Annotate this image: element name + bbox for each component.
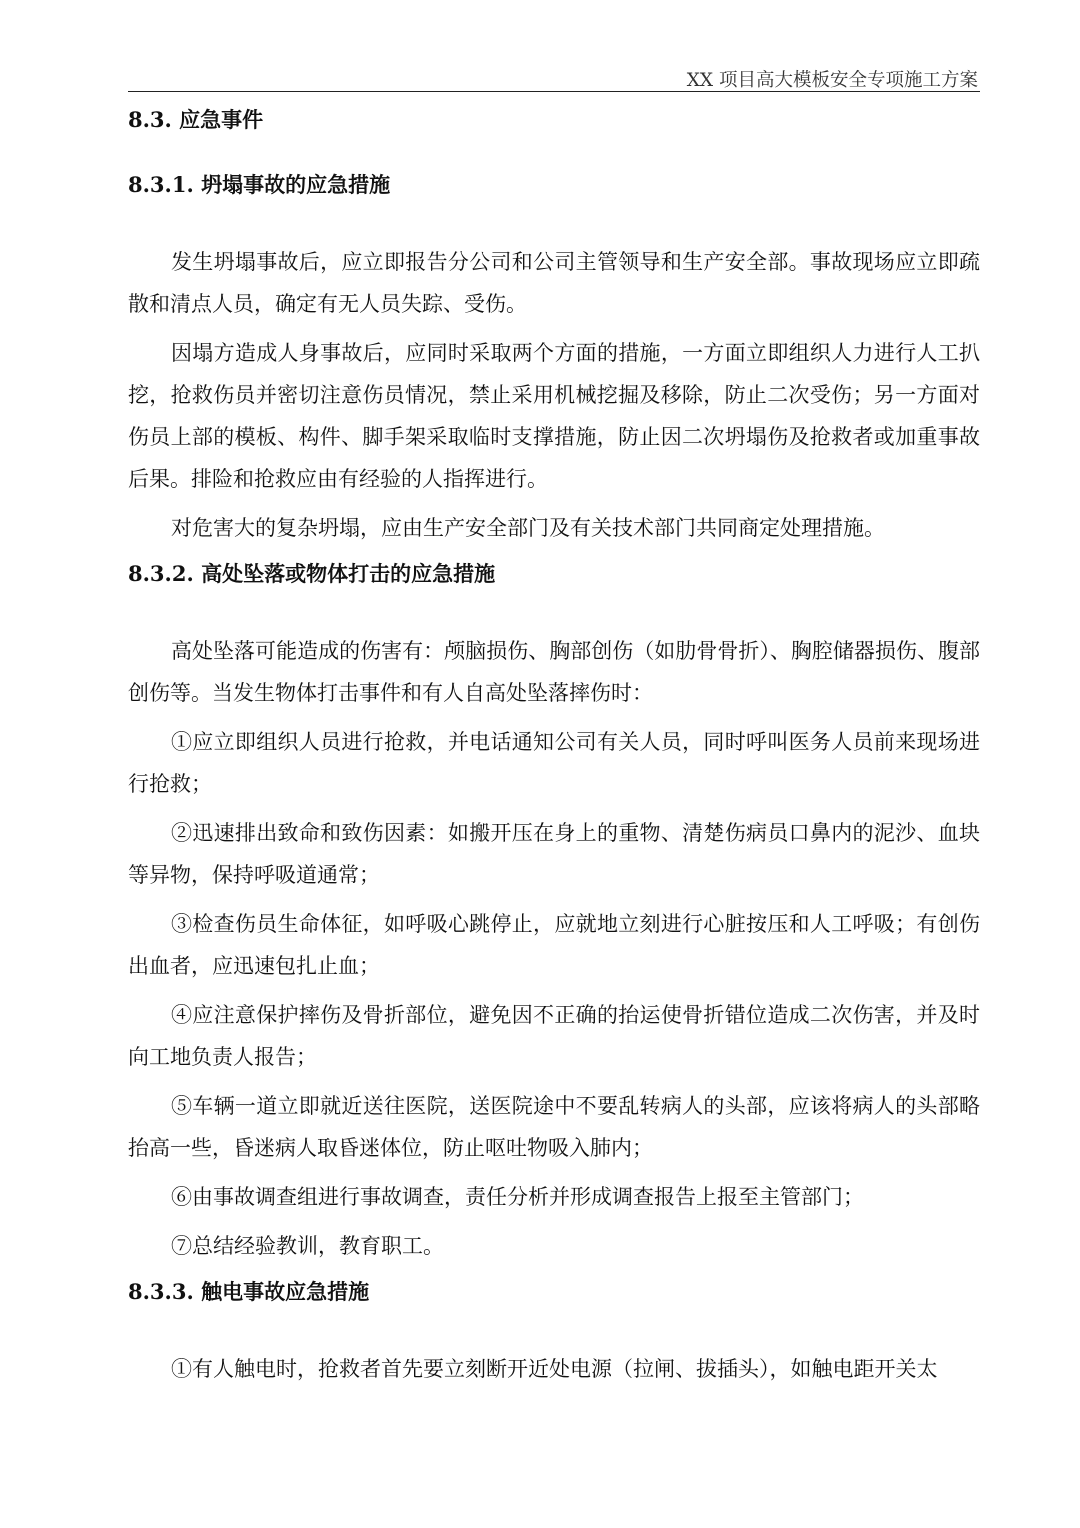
- list-item: ②迅速排出致命和致伤因素：如搬开压在身上的重物、清楚伤病员口鼻内的泥沙、血块等异物，保持呼吸道通常；: [128, 821, 980, 887]
- list-item: ①有人触电时，抢救者首先要立刻断开近处电源（拉闸、拔插头），如触电距开关太: [171, 1357, 938, 1381]
- list-item: ⑤车辆一道立即就近送往医院，送医院途中不要乱转病人的头部，应该将病人的头部略抬高一些，昏迷病人取昏迷体位，防止呕吐物吸入肺内；: [128, 1094, 980, 1160]
- paragraph: 对危害大的复杂坍塌，应由生产安全部门及有关技术部门共同商定处理措施。: [171, 516, 885, 540]
- list-item: ①应立即组织人员进行抢救，并电话通知公司有关人员，同时呼叫医务人员前来现场进行抢救；: [128, 730, 980, 796]
- subsection-heading-collapse: 8.3.1. 坍塌事故的应急措施: [128, 172, 391, 197]
- document-title: XX 项目高大模板安全专项施工方案: [686, 70, 978, 91]
- paragraph: 因塌方造成人身事故后，应同时采取两个方面的措施，一方面立即组织人力进行人工扒挖，抢救伤员并密切注意伤员情况，禁止采用机械挖掘及移除，防止二次受伤；另一方面对伤员上部的模板、构件、脚手架采取临时支撑措施，防止因二次坍塌伤及抢救者或加重事故后果。排险和抢救应由有经验的人指挥进行。: [128, 341, 980, 491]
- document-body: [128, 98, 980, 1390]
- list-item: ⑦总结经验教训，教育职工。: [171, 1234, 444, 1258]
- paragraph: 高处坠落可能造成的伤害有：颅脑损伤、胸部创伤（如肋骨骨折）、胸腔储器损伤、腹部创伤等。当发生物体打击事件和有人自高处坠落摔伤时：: [128, 639, 980, 705]
- list-item: ④应注意保护摔伤及骨折部位，避免因不正确的抬运使骨折错位造成二次伤害，并及时向工地负责人报告；: [128, 1003, 980, 1069]
- list-item: ⑥由事故调查组进行事故调查，责任分析并形成调查报告上报至主管部门；: [171, 1185, 864, 1209]
- subsection-heading-fall: 8.3.2. 高处坠落或物体打击的应急措施: [128, 561, 496, 586]
- list-item: ③检查伤员生命体征，如呼吸心跳停止，应就地立刻进行心脏按压和人工呼吸；有创伤出血者，应迅速包扎止血；: [128, 912, 980, 978]
- section-heading: 8.3. 应急事件: [128, 107, 264, 132]
- page-header: [128, 58, 980, 92]
- paragraph: 发生坍塌事故后，应立即报告分公司和公司主管领导和生产安全部。事故现场应立即疏散和清点人员，确定有无人员失踪、受伤。: [128, 250, 980, 316]
- subsection-heading-electric-shock: 8.3.3. 触电事故应急措施: [128, 1279, 370, 1304]
